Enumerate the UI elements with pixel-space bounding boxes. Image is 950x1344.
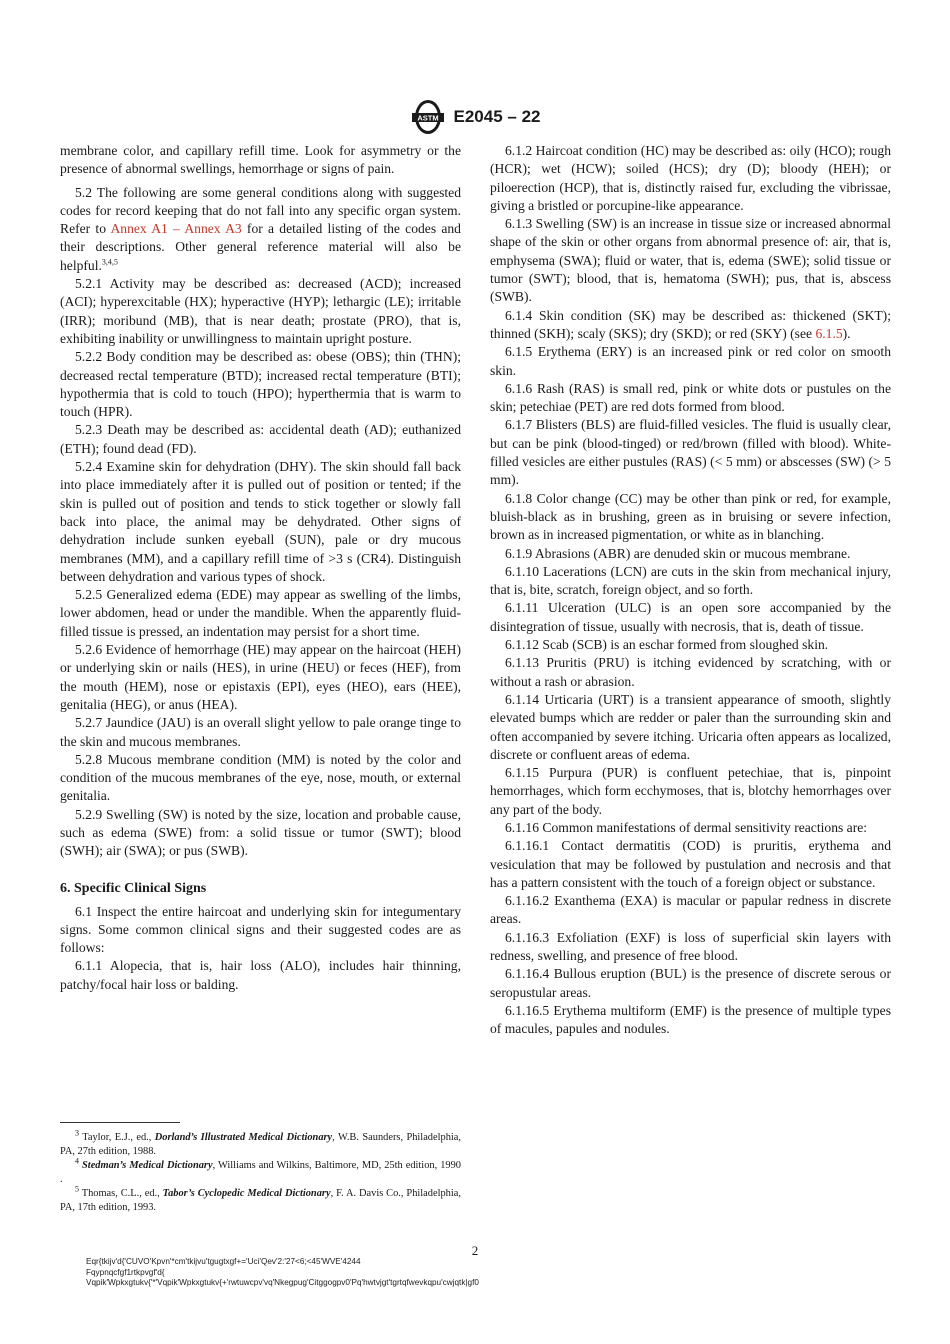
section-6-1-13: 6.1.13 Pruritis (PRU) is itching evidenced by scratching, with or without a rash or abrasion. <box>490 655 891 689</box>
copyright-line-1: Eqr{tkijv'd{'CUVO'Kpvn'*cm'tkijvu'tgugtxgf+='Uci'Qev'2:'27<6;<45'WVE'4244 <box>86 1257 361 1266</box>
section-5-2-8: 5.2.8 Mucous membrane condition (MM) is noted by the color and condition of the mucous membranes of the eye, nose, mouth, or external genitalia. <box>60 751 461 804</box>
copyright-line-3: Vqpik'Wpkxgtukv{'*'Vqpik'Wpkxgtukv{+'rwtuwcpv'vq'Nkegpug'Citggogpv0'Pq'hwtvjgt'tgrtqfwevkqpu'cwjqtk|gf0 <box>86 1278 479 1287</box>
copyright-notice <box>86 1257 646 1289</box>
section-6-1-11: 6.1.11 Ulceration (ULC) is an open sore accompanied by the disintegration of tissue, usually with necrosis, that is, death of tissue. <box>490 600 891 634</box>
section-5-2-3: 5.2.3 Death may be described as: accidental death (AD); euthanized (ETH); found dead (FD). <box>60 422 461 456</box>
page-number: 2 <box>471 1243 479 1258</box>
section-5-2-4: 5.2.4 Examine skin for dehydration (DHY). The skin should fall back into place immediately after it is pulled out of position or tented; if the skin is pulled out of position and tends to stick together or slowly fall back into place, the animal may be dehydrated. Other signs of dehydration include sunken eyeball (SUN), pale or dry mucous membranes (MM), and a capillary refill time of >3 s (CR4). Distinguish between dehydration and various types of shock. <box>60 459 461 584</box>
footnote-3-author: Taylor, E.J., ed., <box>79 1132 155 1143</box>
footnote-3-title: Dorland’s Illustrated Medical Dictionary <box>154 1132 333 1143</box>
section-6-1-16-3: 6.1.16.3 Exfoliation (EXF) is loss of superficial skin layers with redness, swelling, and presence of free blood. <box>490 929 891 964</box>
section-6-1-7: 6.1.7 Blisters (BLS) are fluid-filled vesicles. The fluid is usually clear, but can be pink (blood-tinged) or red/brown (filled with blood). White-filled vesicles are either pustules (RAS) (< 5 mm) or abscesses (SW) (> 5 mm). <box>490 417 891 488</box>
section-6-1-10: 6.1.10 Lacerations (LCN) are cuts in the skin from mechanical injury, that is, bite, scratch, foreign object, and so forth. <box>490 563 891 598</box>
footnotes <box>60 1122 461 1215</box>
footnote-3-publisher: , W.B. Saunders, Philadelphia, PA, 27th edition, 1988. <box>60 1132 461 1157</box>
copyright-line-2: Fqypnqcfgf1rtkpvgf'd{ <box>86 1267 165 1277</box>
section-5-2-9: 5.2.9 Swelling (SW) is noted by the size, location and probable cause, such as edema (SWE) from: a solid tissue or tumor (SWT); blood (SWH); air (SWA); or pus (SWB). <box>60 806 461 859</box>
paragraph-continued: membrane color, and capillary refill time. Look for asymmetry or the presence of abnormal swellings, hemorrhage or signs of pain. <box>60 143 461 177</box>
section-6-1: 6.1 Inspect the entire haircoat and underlying skin for integumentary signs. Some common clinical signs and their suggested codes are as follows: <box>60 903 461 956</box>
footnote-ref: 3,4,5 <box>101 257 118 267</box>
section-6-1-4-text-a: 6.1.4 Skin condition (SK) may be described as: thickened (SKT); thinned (SKH); scaly (SKS); dry (SKD); or red (SKY) (see <box>490 307 891 341</box>
section-5-2-text-b: for a detailed listing of the codes and their descriptions. Other general reference material will also be helpful. <box>60 221 461 273</box>
section-6-1-6: 6.1.6 Rash (RAS) is small red, pink or white dots or pustules on the skin; petechiae (PET) are red dots formed from blood. <box>490 380 891 415</box>
section-5-2-2: 5.2.2 Body condition may be described as: obese (OBS); thin (THN); decreased rectal temperature (BTD); increased rectal temperature (BTI); hypothermia that is cold to touch (HPO); hyperthermia that is warm to touch (HPR). <box>60 349 461 420</box>
section-6-1-2: 6.1.2 Haircoat condition (HC) may be described as: oily (HCO); rough (HCR); wet (HCW); soiled (HCS); dry (D); bloody (HEH); or piloerection (HCP), that is, distinctly raised fur, excluding the vibrissae, giving a bristled or porcupine-like appearance. <box>490 143 891 213</box>
section-6-1-5: 6.1.5 Erythema (ERY) is an increased pink or red color on smooth skin. <box>490 344 891 378</box>
page-header <box>0 99 950 135</box>
footnote-5-title: Tabor’s Cyclopedic Medical Dictionary <box>162 1188 331 1199</box>
section-6-1-4 <box>490 307 891 344</box>
section-5-2-text-a: 5.2 The following are some general conditions along with suggested codes for record keeping that do not fall into any specific organ system. Refer to <box>60 184 461 237</box>
section-5-2-1: 5.2.1 Activity may be described as: decreased (ACD); increased (ACI); hyperexcitable (HX); hyperactive (HYP); lethargic (LE); irritable (IRR); moribund (MB), that is near death; prostate (PRO), that is, exhibiting inability or unwillingness to maintain upright posture. <box>60 276 461 346</box>
footnote-4-title: Stedman’s Medical Dictionary <box>82 1160 213 1171</box>
footnote-5-number: 5 <box>75 1184 79 1194</box>
footnote-5-author: Thomas, C.L., ed., <box>79 1188 163 1199</box>
section-6-1-4-text-b: ). <box>842 325 851 341</box>
footnote-divider <box>60 1122 180 1123</box>
section-5-2-7: 5.2.7 Jaundice (JAU) is an overall slight yellow to pale orange tinge to the skin and mucous membranes. <box>60 715 461 749</box>
annex-link[interactable]: Annex A1 – Annex A3 <box>110 221 242 237</box>
section-6-1-14: 6.1.14 Urticaria (URT) is a transient appearance of smooth, slightly elevated bumps which are redder or paler than the surrounding skin and often accompanied by severe itching. Uricaria often appears as localized, discrete or confluent areas of edema. <box>490 691 891 762</box>
footnote-5 <box>60 1184 461 1214</box>
section-6-heading: 6. Specific Clinical Signs <box>60 880 207 896</box>
section-6-1-16: 6.1.16 Common manifestations of dermal sensitivity reactions are: <box>505 819 868 835</box>
section-6-1-16-4: 6.1.16.4 Bullous eruption (BUL) is the presence of discrete serous or seropustular areas. <box>490 966 891 1000</box>
section-6-1-5-link[interactable]: 6.1.5 <box>815 325 843 341</box>
section-5-2-5: 5.2.5 Generalized edema (EDE) may appear as swelling of the limbs, lower abdomen, head or under the mandible. When the apparently fluid-filled tissue is pressed, an indentation may persist for a short time. <box>60 587 461 639</box>
footnote-3-number: 3 <box>75 1128 79 1138</box>
section-6-1-9: 6.1.9 Abrasions (ABR) are denuded skin or mucous membrane. <box>505 545 851 561</box>
footnote-4-number: 4 <box>75 1156 79 1166</box>
astm-logo-icon <box>410 99 446 135</box>
left-column <box>60 142 461 994</box>
footnote-4 <box>60 1156 461 1186</box>
section-6-1-16-5: 6.1.16.5 Erythema multiform (EMF) is the presence of multiple types of macules, papules and nodules. <box>490 1002 891 1037</box>
section-6-1-16-1: 6.1.16.1 Contact dermatitis (COD) is pruritis, erythema and vesiculation that may be followed by pustulation and necrosis and that has a pattern consistent with the touch of a foreign object or substance. <box>490 838 891 890</box>
section-5-2 <box>60 184 461 275</box>
section-5-2-6: 5.2.6 Evidence of hemorrhage (HE) may appear on the haircoat (HEH) or underlying skin or nails (HES), in urine (HEU) or feces (HEF), from the mouth (HEM), nose or epistaxis (EPI), eyes (HEO), ears (HEE), genitalia (HEG), or anus (HEA). <box>60 642 461 712</box>
document-designation: E2045 – 22 <box>453 107 541 126</box>
logo-text: ASTM <box>416 113 439 123</box>
right-column <box>490 142 891 1039</box>
footnote-5-publisher: , F. A. Davis Co., Philadelphia, PA, 17th edition, 1993. <box>60 1188 461 1213</box>
section-6-1-16-2: 6.1.16.2 Exanthema (EXA) is macular or papular redness in discrete areas. <box>490 893 891 927</box>
section-6-1-15: 6.1.15 Purpura (PUR) is confluent petechiae, that is, pinpoint hemorrhages, which form ecchymoses, that is, blotchy hemorrhages over any part of the body. <box>490 765 891 817</box>
section-6-1-12: 6.1.12 Scab (SCB) is an eschar formed from sloughed skin. <box>505 637 829 653</box>
section-6-1-1: 6.1.1 Alopecia, that is, hair loss (ALO), includes hair thinning, patchy/focal hair loss or balding. <box>60 958 461 992</box>
section-6-1-3: 6.1.3 Swelling (SW) is an increase in tissue size or increased abnormal shape of the skin or other organs from abnormal presence of: air, that is, emphysema (SWA); fluid or water, that is, edema (SWE); solid tissue or tumor (SWT); blood, that is, hematoma (SWH); pus, that is, abscess (SWB). <box>490 216 891 305</box>
footnote-3 <box>60 1128 461 1158</box>
footnote-4-publisher: , Williams and Wilkins, Baltimore, MD, 25th edition, 1990 . <box>60 1160 461 1185</box>
section-6-1-8: 6.1.8 Color change (CC) may be other than pink or red, for example, bluish-black as in brushing, green as in bruising or severe infection, brown as in increased pigmentation, or white as in blanching. <box>490 490 891 543</box>
